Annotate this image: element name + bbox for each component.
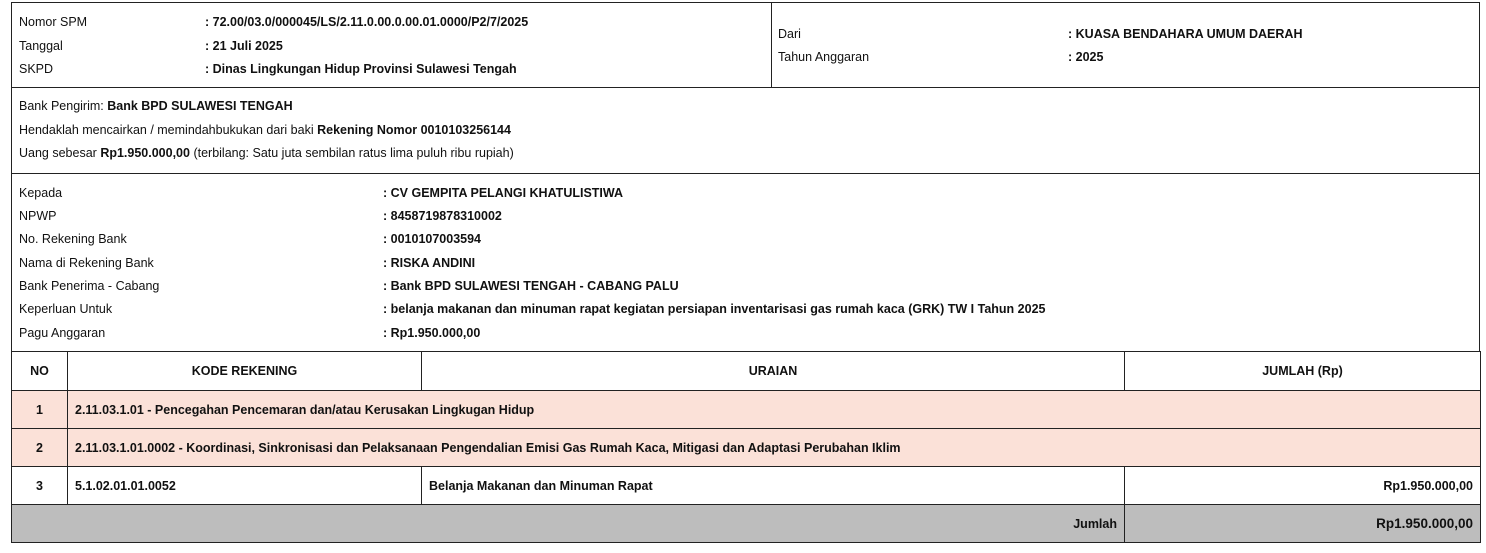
table-row [12, 391, 1481, 429]
skpd-label: SKPD [19, 62, 54, 76]
row-kode-rekening: 5.1.02.01.01.0052 [68, 467, 422, 505]
keperluan-value: : belanja makanan dan minuman rapat kegiatan persiapan inventarisasi gas rumah kaca (GRK) TW I Tahun 2025 [383, 302, 1046, 316]
bank-section [11, 87, 1480, 174]
table-header-row [12, 352, 1481, 391]
col-header-kode: KODE REKENING [68, 352, 422, 391]
instruksi-line [19, 123, 511, 137]
pagu-label: Pagu Anggaran [19, 326, 106, 340]
col-header-no: NO [12, 352, 68, 391]
uang-value: Rp1.950.000,00 [100, 146, 190, 160]
tanggal-label: Tanggal [19, 39, 63, 53]
bank-penerima-label: Bank Penerima - Cabang [19, 279, 160, 293]
row-kegiatan-text: 2.11.03.1.01.0002 - Koordinasi, Sinkronisasi dan Pelaksanaan Pengendalian Emisi Gas Rumah Kaca, Mitigasi dan Adaptasi Perubahan Iklim [68, 429, 1481, 467]
dari-label: Dari [778, 27, 801, 41]
rekening-nomor-value: Rekening Nomor 0010103256144 [317, 123, 511, 137]
row-no: 1 [12, 391, 68, 429]
nomor-spm-label: Nomor SPM [19, 15, 88, 29]
col-header-uraian: URAIAN [422, 352, 1125, 391]
no-rekening-value: : 0010107003594 [383, 232, 482, 246]
table-row [12, 467, 1481, 505]
total-label: Jumlah [12, 505, 1125, 543]
nama-rekening-value: : RISKA ANDINI [383, 256, 476, 270]
skpd-value: : Dinas Lingkungan Hidup Provinsi Sulawesi Tengah [205, 62, 517, 76]
row-uraian: Belanja Makanan dan Minuman Rapat [422, 467, 1125, 505]
tahun-anggaran-label: Tahun Anggaran [778, 50, 870, 64]
table-row [12, 429, 1481, 467]
instruksi-label: Hendaklah mencairkan / memindahbukukan dari baki [19, 123, 318, 137]
npwp-value: : 8458719878310002 [383, 209, 502, 223]
no-rekening-label: No. Rekening Bank [19, 232, 127, 246]
header-left-box [11, 2, 772, 88]
penerima-section [11, 173, 1480, 352]
pagu-value: : Rp1.950.000,00 [383, 326, 481, 340]
bank-penerima-value: : Bank BPD SULAWESI TENGAH - CABANG PALU [383, 279, 679, 293]
spm-document [11, 0, 1479, 553]
kepada-label: Kepada [19, 186, 63, 200]
npwp-label: NPWP [19, 209, 57, 223]
tanggal-value: : 21 Juli 2025 [205, 39, 283, 53]
row-no: 3 [12, 467, 68, 505]
nomor-spm-value: : 72.00/03.0/000045/LS/2.11.0.00.0.00.01.0000/P2/7/2025 [205, 15, 529, 29]
bank-pengirim-value: Bank BPD SULAWESI TENGAH [107, 99, 293, 113]
header-right-box [771, 2, 1480, 88]
total-row [12, 505, 1481, 543]
bank-pengirim-line [19, 99, 293, 113]
row-jumlah: Rp1.950.000,00 [1125, 467, 1481, 505]
uang-line [19, 146, 514, 160]
total-value: Rp1.950.000,00 [1125, 505, 1481, 543]
uang-label: Uang sebesar [19, 146, 101, 160]
row-program-text: 2.11.03.1.01 - Pencegahan Pencemaran dan/atau Kerusakan Lingkugan Hidup [68, 391, 1481, 429]
tahun-anggaran-value: : 2025 [1068, 50, 1104, 64]
keperluan-label: Keperluan Untuk [19, 302, 113, 316]
rekening-table [11, 351, 1481, 543]
bank-pengirim-label: Bank Pengirim: [19, 99, 108, 113]
row-no: 2 [12, 429, 68, 467]
col-header-jumlah: JUMLAH (Rp) [1125, 352, 1481, 391]
dari-value: : KUASA BENDAHARA UMUM DAERAH [1068, 27, 1303, 41]
kepada-value: : CV GEMPITA PELANGI KHATULISTIWA [383, 186, 624, 200]
nama-rekening-label: Nama di Rekening Bank [19, 256, 154, 270]
terbilang-text: (terbilang: Satu juta sembilan ratus lima puluh ribu rupiah) [189, 146, 514, 160]
